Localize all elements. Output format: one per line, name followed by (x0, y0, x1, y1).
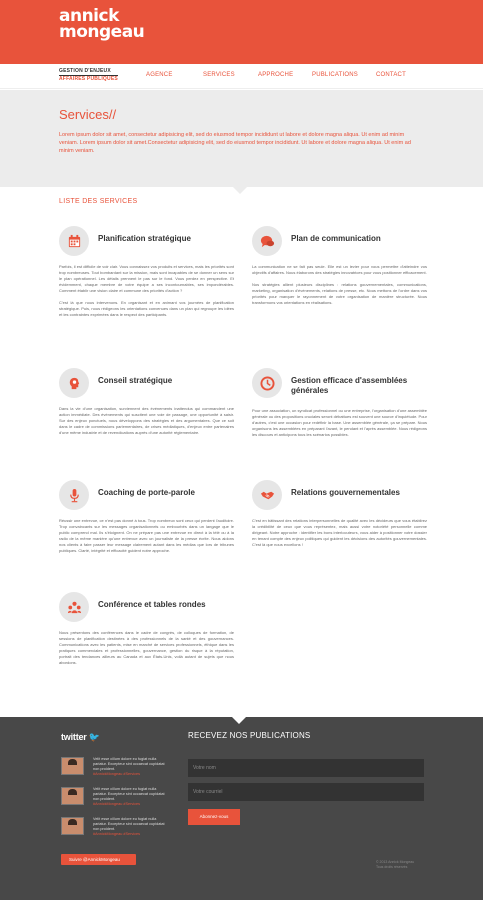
logo[interactable] (59, 8, 144, 40)
service-description (59, 630, 234, 672)
service-description (59, 406, 234, 442)
service-description (252, 518, 427, 554)
service-description (59, 518, 234, 560)
service-paragraph: La communication ne se fait pas seule. Elle est un levier pour vous permettre d'atteindre vos objectifs d'affaires. Nous élaborons des stratégies innovatrices pour vous positionner efficacement. (252, 264, 427, 275)
service-title: Planification stratégique (98, 234, 191, 243)
service-paragraph: C'est là que nous intervenons. En organisant et en animant vos journées de planification stratégique. Puis, nous rédigeons les orientations convenues dans un plan qui regroupe les idées et les contraintes exprimées dans le respect des participants. (59, 300, 234, 317)
copyright-line: © 2013 Annick Mongeau (376, 860, 415, 864)
service-communication (252, 226, 427, 346)
nav-contact[interactable]: CONTACT (376, 72, 406, 78)
tweet-item (61, 787, 171, 811)
avatar (61, 817, 84, 835)
service-title: Coaching de porte-parole (98, 488, 195, 497)
nav-services[interactable]: SERVICES (203, 72, 235, 78)
footer-arrow (232, 717, 246, 724)
service-paragraph: Réussir une entrevue, ce n'est pas donné à tous. Trop nombreux sont ceux qui perdent l'auditoire. Trop convaincants sur les messages organisationnels ou embourbés dans un langage que le public comprend mal. Ils s'éloignent. On ne prépare pas une entrevue en direct à la télé ou à la radio de la même manière qu'une entrevue avec un journaliste de la presse écrite. Nous aidons nos clients à faire passer leur message clairement autant dans les médias que lors de tribunes publiques. Clarté, intégrité et efficacité guident notre approche. (59, 518, 234, 553)
service-paragraph: C'est en bâtissant des relations interpersonnelles de qualité avec les décideurs que vous établirez la crédibilité de ceux que vous représentez, mais aussi votre notoriété personnelle comme dirigeant. Notre approche : identifier les bons interlocuteurs, vous aider à positionner votre dossier en tenant compte des enjeux politiques qui guident les décisions des autorités gouvernementales. C'est là que nous excellons ! (252, 518, 427, 547)
twitter-label: twitter (61, 732, 87, 742)
avatar (61, 757, 84, 775)
twitter-logo (61, 732, 100, 743)
avatar (61, 787, 84, 805)
name-field[interactable]: Votre nom (188, 759, 424, 777)
tweet-text (93, 817, 167, 837)
service-title: Gestion efficace d'assemblées générales (291, 376, 408, 395)
tweet-link[interactable]: #AnnickMongeau #Services (93, 772, 141, 776)
chat-icon (252, 226, 282, 256)
tweet-item (61, 817, 171, 841)
tweet-body: Velit esse cillum dolore eu fugiat nulla pariatur. Excepteur sint occaecat cupidatat non proident. (93, 817, 165, 831)
service-paragraph: Nous présentons des conférences dans le cadre de congrès, de colloques de formation, de sessions de planification destinées à des professionnels de la santé et des gouvernances. Communications avec les patients, mise en marché de services professionnels, éthique dans les pratiques commerciales et professionnelles, gouvernance, gestion du risque à la réputation, portrait des tendances ailleurs au Canada et aux États-Unis, voilà autant de sujets que nous abordons. (59, 630, 234, 665)
nav-bar (0, 64, 483, 89)
service-paragraph: Dans la vie d'une organisation, surviennent des événements inattendus qui commandent une action immédiate. Des événements qui suscitent une voie de passage, une opportunité à saisir. Sur des enjeux ponctuels, nous développons des stratégies et des argumentaires. Que ce soit dans le cadre de commissions parlementaires, de crises médiatiques, d'enjeux entre partenaires d'une même industrie et de revendications auprès d'une autorité réglementaire. (59, 406, 234, 435)
service-title: Conférence et tables rondes (98, 600, 206, 609)
handshake-icon (252, 480, 282, 510)
tagline-line-1: GESTION D'ENJEUX (59, 68, 118, 76)
credit-line: Tous droits réservés (376, 865, 408, 869)
group-icon (59, 592, 89, 622)
tweet-text (93, 757, 167, 777)
service-assemblees (252, 368, 427, 468)
nav-publications[interactable]: PUBLICATIONS (312, 72, 358, 78)
tweet-body: Velit esse cillum dolore eu fugiat nulla pariatur. Excepteur sint occaecat cupidatat non proident. (93, 757, 165, 771)
service-description (252, 264, 427, 312)
service-description (252, 408, 427, 444)
service-description (59, 264, 234, 324)
service-conference (59, 592, 234, 692)
microphone-icon (59, 480, 89, 510)
service-title: Plan de communication (291, 234, 381, 243)
service-relations (252, 480, 427, 580)
intro-section (0, 90, 483, 187)
services-heading: LISTE DES SERVICES (59, 198, 138, 205)
nav-approche[interactable]: APPROCHE (258, 72, 294, 78)
clock-icon (252, 368, 282, 398)
email-field[interactable]: Votre courriel (188, 783, 424, 801)
tagline (59, 68, 118, 82)
service-title: Relations gouvernementales (291, 488, 400, 497)
calendar-icon (59, 226, 89, 256)
service-conseil (59, 368, 234, 468)
header-bar (0, 0, 483, 64)
tweet-body: Velit esse cillum dolore eu fugiat nulla pariatur. Excepteur sint occaecat cupidatat non proident. (93, 787, 165, 801)
nav-agence[interactable]: AGENCE (146, 72, 173, 78)
tweet-item (61, 757, 171, 781)
tweet-link[interactable]: #AnnickMongeau #Services (93, 802, 141, 806)
logo-line-1: annick (59, 6, 119, 26)
intro-arrow (233, 187, 247, 194)
tweet-text (93, 787, 167, 807)
service-paragraph: Nos stratégies allient plusieurs disciplines : relations gouvernementales, communications, marketing, organisation d'événements, relations de presse, etc. Nous mettons de l'ordre dans vos priorités pour marquer le rayonnement de votre organisation de manière structurée. Nous transformons vos orientations en réalisations. (252, 282, 427, 305)
tweet-link[interactable]: #AnnickMongeau #Services (93, 832, 141, 836)
head-icon (59, 368, 89, 398)
service-title: Conseil stratégique (98, 376, 173, 385)
newsletter-title: RECEVEZ NOS PUBLICATIONS (188, 731, 311, 740)
logo-line-2: mongeau (59, 22, 145, 42)
subscribe-button[interactable]: Abonnez-vous (188, 809, 240, 825)
service-coaching (59, 480, 234, 580)
page-title: Services// (59, 107, 117, 122)
twitter-bird-icon: 🐦 (88, 732, 100, 742)
service-planification (59, 226, 234, 346)
service-paragraph: Parfois, il est difficile de voir clair. Vous connaissez vos produits et services, mais les priorités sont trop nombreuses. Tout bombardant sur la mission, mais sont incapables de se donner un sens sur le plan opérationnel. Les détails prennent le pas sur le fond. Vous perdez en perspective. Et évidemment, chaque membre de votre équipe a ses incontournables, ses impondérables. Comment établir une vision claire et commune des priorités d'action ? (59, 264, 234, 293)
copyright (376, 860, 414, 870)
service-paragraph: Pour une association, un syndicat professionnel ou une entreprise, l'organisation d'une assemblée générale ou des propositions cruciales seront débattues est souvent une source d'inquiétude. Pour d'autres, c'est une occasion pour redéfinir la base. Une assemblée générale, ça se prépare. Nous organisons les assemblées en préparant l'avant, le pendant et l'après assemblée. Nous rédigeons les discours et anticipons tous les scénarios possibles. (252, 408, 427, 437)
intro-text: Lorem ipsum dolor sit amet, consectetur adipisicing elit, sed do eiusmod tempor incididunt ut labore et dolore magna aliqua. Ut enim ad minim veniam. Lorem ipsum dolor sit amet.Consectetur adipisicing elit, sed do eiusmod tempor incididunt. Ut labore et dolore magna aliqua. Ut enim ad minim veniam. (59, 132, 411, 154)
tagline-line-2: AFFAIRES PUBLIQUES (59, 75, 118, 82)
follow-twitter-button[interactable]: Suivre @AnnickMongeau (61, 854, 136, 865)
